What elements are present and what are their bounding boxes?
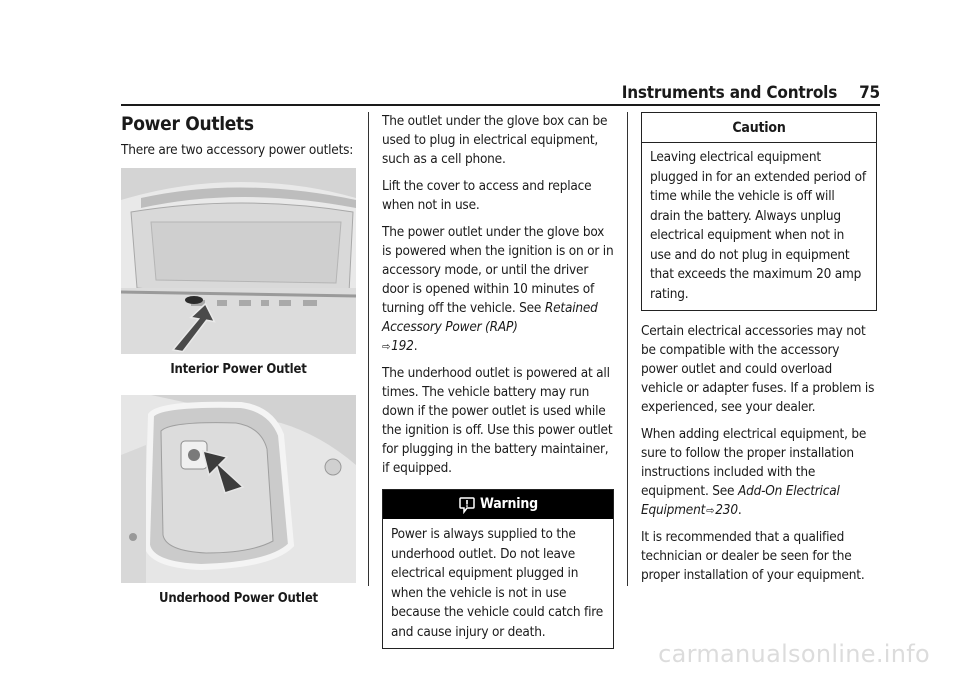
interior-outlet-illustration: [121, 168, 356, 354]
warning-title: Warning: [480, 496, 538, 512]
paragraph-rap: The power outlet under the glove box is powered when the ignition is on or in accessory mode, or until the driver door is opened within 10 minutes of turning off the vehicle. See Retained Accessory Power (RAP) ⇨ 192.: [382, 224, 614, 354]
page-number: 75: [859, 83, 880, 103]
paragraph-addon: When adding electrical equipment, be sure to follow the proper installation instructions included with the equipment. See Add-On Electrical Equipment ⇨ 230.: [641, 426, 867, 518]
addon-page-ref[interactable]: 230: [715, 502, 738, 518]
caution-text: Leaving electrical equipment plugged in for an extended period of time while the vehicle is off will drain the battery. Always unplug electrical equipment when not in use and do not plug in equipment that exceeds the maximum 20 amp rating.: [650, 149, 866, 302]
figure1-caption: Interior Power Outlet: [170, 362, 307, 377]
column-3: [641, 112, 877, 593]
interior-outlet-figure: [121, 168, 356, 354]
warning-speech-icon: [458, 496, 476, 514]
caution-box: [641, 112, 877, 311]
figure2-caption: Underhood Power Outlet: [159, 591, 318, 606]
header-rule: [121, 104, 880, 106]
section-title: Instruments and Controls: [621, 83, 838, 103]
page-ref-arrow-icon: ⇨: [706, 504, 715, 517]
caution-title: Caution: [642, 113, 876, 143]
column-divider-2: [627, 112, 628, 586]
warning-header: [383, 490, 613, 519]
rap-text: The power outlet under the glove box is powered when the ignition is on or in accessory mode, or until the driver door is opened within 10 minutes of turning off the vehicle. See: [382, 224, 614, 316]
column-1: [121, 112, 356, 608]
warning-box: [382, 489, 614, 649]
page-ref-arrow-icon: ⇨: [382, 340, 391, 353]
addon-text: When adding electrical equipment, be sure to follow the proper installation instructions included with the equipment. See: [641, 426, 867, 499]
underhood-outlet-illustration: [121, 395, 356, 583]
warning-text: Power is always supplied to the underhood outlet. Do not leave electrical equipment plugged in when the vehicle is not in use because the vehicle could catch fire and cause injury or death.: [391, 526, 604, 640]
paragraph-recommendation: It is recommended that a qualified technician or dealer be seen for the proper installation of your equipment.: [641, 529, 865, 583]
section-heading: Power Outlets: [121, 113, 254, 135]
paragraph-compatibility: Certain electrical accessories may not be compatible with the accessory power outlet and could overload vehicle or adapter fuses. If a problem is experienced, see your dealer.: [641, 323, 875, 415]
column-divider-1: [368, 112, 369, 586]
intro-text: There are two accessory power outlets:: [121, 142, 354, 158]
watermark: carmanualsonline.info: [658, 640, 930, 668]
underhood-outlet-figure: [121, 395, 356, 583]
rap-link[interactable]: Retained Accessory Power (RAP): [382, 300, 598, 335]
paragraph-cover: Lift the cover to access and replace when not in use.: [382, 178, 592, 213]
paragraph-glovebox-outlet: The outlet under the glove box can be used to plug in electrical equipment, such as a cell phone.: [382, 113, 608, 167]
rap-page-ref[interactable]: 192: [391, 338, 414, 354]
page-header: [622, 83, 880, 103]
paragraph-underhood: The underhood outlet is powered at all times. The vehicle battery may run down if the power outlet is used while the ignition is off. Use this power outlet for plugging in the battery maintainer, if equipped.: [382, 365, 613, 476]
addon-link[interactable]: Add-On Electrical Equipment: [641, 483, 840, 518]
column-2: [382, 112, 614, 649]
